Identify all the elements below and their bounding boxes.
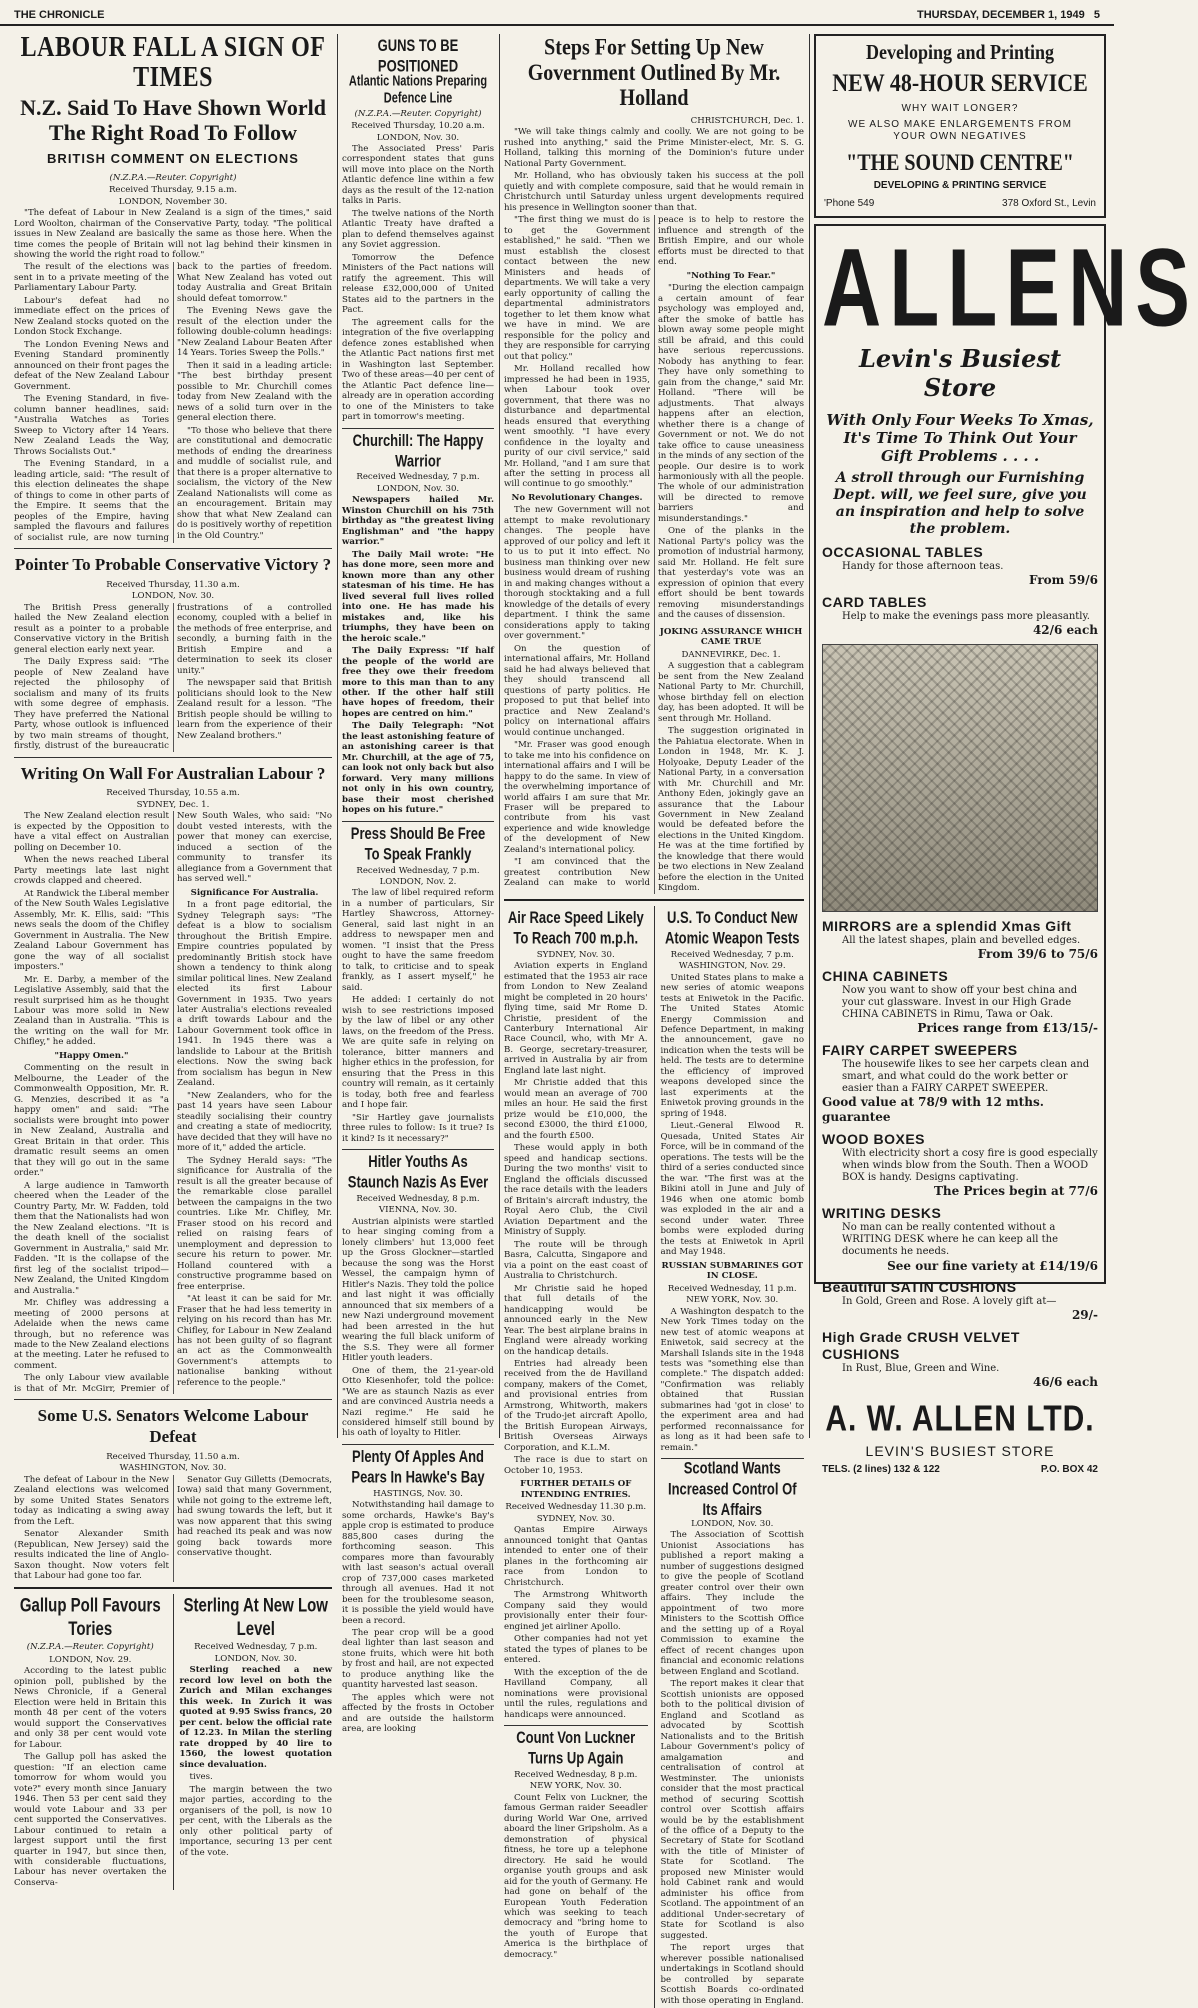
issue-date <box>917 9 1100 21</box>
paragraph: United States plans to make a new series of atomic weapons tests at Eniwetok in the Pacific. The United States Atomic Energy Commission and Defence Department, in making the announcement, gave no indication when the tests will be held. The tests are to determine the efficiency of improved weapons developed since the last experiments at the Eniwetok proving grounds in the spring of 1948. <box>660 972 804 1119</box>
paragraph: The Daily Express: "If half the people of the world are free they owe their freedom more to this man than to any other. If the other half still have hopes of freedom, their hopes are centred on him." <box>342 646 494 719</box>
ad-item <box>822 1329 1098 1390</box>
paragraph: "At least it can be said for Mr. Fraser that he had less temerity in relying on his record than has Mr. Chifley, for Labour in New Zealand has not been guilty of so flagrant an act as the Commonwealth Government's attempts to nationalise banking without reference to the people." <box>177 1294 332 1388</box>
paragraph: One of them, the 21-year-old Otto Kiesenhofer, told the police: "We are as staunch Nazis as ever and are convinced Austria needs a Nazi regime." He said he considered himself still bound by his oath of loyalty to Hitler. <box>342 1365 494 1439</box>
paragraph: The Daily Mail wrote: "He has done more, seen more and known more than any other statesman of his time. He has lived several full lives rolled into one. He has made his mistakes and, like his triumphs, they have been on the heroic scale." <box>342 549 494 644</box>
headline-air-race: Air Race Speed Likely To Reach 700 m.p.h. <box>507 907 644 948</box>
paragraph: Lieut.-General Elwood R. Quesada, United States Air Force, will be in command of the operations. The tests will be the third of a series conducted since the war. "The first was at the Bikini atoll in June and July of 1946 when one atomic bomb was exploded in the air and a second under water. Three bombs were exploded during the tests at Eniwetok in April and May 1948. <box>660 1121 804 1258</box>
paragraph: Notwithstanding hail damage to some orchards, Hawke's Bay's apple crop is estimated to produce 885,800 cases during the forthcoming season. This compares more than favourably with last season's actual overall crop of 737,000 cases marketed through all avenues. Had it not been for the troublesome season, it is possible the yield would have been a record. <box>342 1500 494 1626</box>
story-body <box>504 215 804 894</box>
paragraph: The apples which were not affected by the frosts in October and are outside the hailstorm area, are looking <box>342 1692 494 1735</box>
ad-item <box>822 918 1098 962</box>
inline-subhead: "Happy Omen." <box>54 1050 129 1061</box>
dateline: NEW YORK, Nov. 30. <box>686 1295 779 1306</box>
paragraph: The Daily Express said: "The people of New Zealand have rejected the philosophy of socialism and many of its fruits with some degree of emphasis. They have preferred the National Party, whose outlook is influenced by two main streams of thought, firstly, distrust of the bureaucratic frustrations of a controlled economy, coupled with a belief in the methods of free enterprise, and secondly, a burning faith in the British Empire and a determination to seek its closer unity." <box>14 602 332 752</box>
ad-item-text: All the latest shapes, plain and bevelled edges. <box>842 934 1081 946</box>
dateline: SYDNEY, Nov. 30. <box>536 1513 615 1524</box>
dateline: DANNEVIRKE, Dec. 1. <box>681 649 781 660</box>
column-2 <box>342 34 494 1735</box>
ad-item-head: High Grade CRUSH VELVET CUSHIONS <box>822 1329 1020 1363</box>
paragraph: "During the election campaign a certain amount of fear psychology was employed and, after the smoke of battle has blown away some people might still be afraid, and this could have serious repercussions. Nobody has anything to fear. They have only something to gain from the change," said Mr. Holland. "There will be adjustments. That always happens after an election, whether there is a change of Government or not. We do not take office to cause uneasiness in the minds of any section of the people. Our desire is to work harmoniously with all the people. The whole of our administration will be directed to remove barriers and misunderstandings." <box>658 283 804 524</box>
ad-line: NEW 48-HOUR SERVICE <box>832 67 1088 97</box>
received-time: Received Wednesday, 8 p.m. <box>514 1769 638 1780</box>
headline-joking-assurance: JOKING ASSURANCE WHICH CAME TRUE <box>659 626 803 648</box>
paragraph: Tomorrow the Defence Ministers of the Pact nations will ratify the agreement. This will release £32,000,000 of United States aid to the partners in the Pact. <box>342 252 494 316</box>
paragraph: On the question of international affairs, Mr. Holland said he had always believed that they should transcend all questions of party politics. He proposed to put that belief into practice and New Zealand's policy on international affairs would continue unchanged. <box>504 643 650 738</box>
paragraph: The Sydney Herald says: "The significance for Australia of the result is all the greater because of the remarkable close parallel between the campaigns in the two countries. Like Mr. Chifley, Mr. Fraser stood on his record and relied on raising fears of unemployment and depression to secure his return to power. Mr. Holland countered with a constructive programme based on free enterprise. <box>177 1155 332 1292</box>
paragraph: The margin between the two major parties, according to the organisers of the poll, is now 10 per cent, with the Liberals as the only other political party of importance, securing 13 per cent of the vote. <box>179 1784 332 1858</box>
ad-item-text: In Rust, Blue, Green and Wine. <box>842 1363 1000 1375</box>
paragraph: Entries had already been received from the de Havilland company, makers of the Comet, and provisional entries from Armstrong, Whitworth, makers of the Trudo-jet aircraft Apollo, the British European Airways, British Overseas Airways Corporation, and K.L.M. <box>504 1359 648 1453</box>
ad-item-text: In Gold, Green and Rose. A lovely gift at— <box>842 1296 1057 1308</box>
paragraph: The Gallup poll has asked the question: "If an election came tomorrow for whom would you vote?" every month since January 1946. Then 53 per cent said they would vote Labour and 33 per cent supported the Conservatives. Labour continued to retain a largest support until the first quarter in 1947, but since then, with considerable fluctuations, Labour has never overtaken the Conserva- <box>14 1752 167 1888</box>
paragraph: At Randwick the Liberal member of the New South Wales Legislative Assembly, Mr. K. Ellis, said: "This news seals the doom of the Chifley Government in Australia. The New Zealand Labour Government has gone the way of all socialist imposters." <box>14 888 169 973</box>
paragraph: The report makes it clear that Scottish unionists are opposed both to the political division of England and Scotland as advocated by Scottish Nationalists and to the British Labour Government's policy of amalgamation and centralisation of control at Westminster. The unionists consider that the most practical method of securing Scottish control over Scottish affairs would be by the establishment of the office of a Deputy to the Secretary of State for Scotland with the title of Minister of State for Scotland. The proposed new Minister would hold Cabinet rank and would administer his office from Scotland. The appointment of an additional Under-secretary of State for Scotland is also suggested. <box>660 1679 804 1941</box>
paragraph: A large audience in Tamworth cheered when the Leader of the Country Party, Mr. W. Fadden, told them that the Nationalists had won the New Zealand elections. "It is the death knell of the socialist Government in Australia," said Mr. Fadden. "It is the collapse of the first leg of the socialist tripod—New Zealand, the United Kingdom and Australia." <box>14 1180 169 1296</box>
paragraph: Other companies had not yet stated the types of planes to be entered. <box>504 1634 648 1666</box>
paragraph: The Associated Press' Paris correspondent states that guns will move into place on the North Atlantic defence line within a few days as the result of the 12-nation talks in Paris. <box>342 143 494 207</box>
paragraph: The new Government will not attempt to make revolutionary changes. The people have approved of our policy and left it to us to put it into effect. No business man thinking over new business would dream of rushing in and making changes without a thorough stocktaking and a full knowledge of the details of every department. I think the same considerations apply to taking over government." <box>504 505 650 642</box>
masthead <box>0 0 1114 26</box>
headline-russian-submarines: RUSSIAN SUBMARINES GOT IN CLOSE. <box>661 1260 804 1282</box>
dateline: WASHINGTON, Nov. 30. <box>119 1463 227 1474</box>
dateline: LONDON, November 30. <box>118 196 228 207</box>
ad-item-price: Prices range from £13/15/- <box>917 1021 1098 1036</box>
ad-item-head: WRITING DESKS <box>822 1204 942 1221</box>
ad-address: 378 Oxford St., Levin <box>1002 197 1096 209</box>
paragraph: The Evening News gave the result of the election under the following double-column headings: "New Zealand Labour Beaten After 14 Years. Tories Sweep the Polls." <box>177 306 332 359</box>
ad-contact-row <box>824 198 1096 210</box>
ad-item-price: Good value at 78/9 with 12 mths. guarantee <box>822 1095 1044 1125</box>
dateline: SYDNEY, Nov. 30. <box>536 949 615 960</box>
headline-guns-positioned: GUNS TO BE POSITIONED <box>377 35 459 76</box>
headline-writing-on-wall: Writing On Wall For Australian Labour ? <box>20 763 326 783</box>
paragraph: The report urges that wherever possible nationalised undertakings in Scotland should be controlled by separate Scottish Boards co-ordinated with those operating in England. <box>660 1943 804 2006</box>
paragraph: The suggestion originated in the Pahiatua electorate. When in London in 1948, Mr. K. J. Holyoake, Deputy Leader of the National Party, in a conversation with Mr. Churchill and Mr. Anthony Eden, jokingly gave an assurance that the Labour Government in New Zealand would be defeated before the elections in the United Kingdom. He was at the time fortified by the knowledge that there would be two elections in New Zealand before the election in the United Kingdom. <box>658 726 804 894</box>
received-time: Received Thursday, 10.55 a.m. <box>106 788 240 799</box>
ad-item-text: No man can be really contented without a WRITING DESK where he can keep all the documents he needs. <box>842 1222 1059 1258</box>
headline-intending-entries: FURTHER DETAILS OF INTENDING ENTRIES. <box>520 1479 632 1500</box>
headline-press-free: Press Should Be Free To Speak Frankly <box>350 823 486 864</box>
received-time: Received Wednesday, 7 p.m. <box>356 865 480 876</box>
headline-hitler-youths: Hitler Youths As Staunch Nazis As Ever <box>347 1151 489 1192</box>
dateline: LONDON, Nov. 2. <box>379 877 457 887</box>
received-time: Received Wednesday, 7 p.m. <box>670 949 794 960</box>
paragraph: The Evening Standard, in five-column banner headlines, said: "Australia Watches as Tories Sweep to Victory after 14 Years. New Zealand Leads the Way, Throws Socialists Out." <box>14 394 169 457</box>
headline-new-government: Steps For Setting Up New Government Outlined By Mr. Holland <box>527 35 781 111</box>
paragraph: Then it said in a leading article: "The best birthday present possible to Mr. Churchill comes today from New Zealand with the news of a solid turn over in the general election there. <box>177 360 332 424</box>
ad-line: Developing and Printing <box>865 40 1055 64</box>
paragraph: "Mr. Fraser was good enough to take me into his confidence on international affairs and I will be happy to do the same. In view of the overwhelming importance of world affairs I am sure that Mr. Fraser will be prepared to contribute from his vast experience and wide knowledge of the development of New Zealand's international policy. <box>504 740 650 855</box>
paragraph: The Armstrong Whitworth Company said they would provisionally enter their four-engined jet airliner Apollo. <box>504 1590 648 1632</box>
dateline: LONDON, Nov. 30. <box>131 591 215 602</box>
ad-item-text: The housewife likes to see her carpets clean and smart, and what could do the work better or easier than a FAIRY CARPET SWEEPER. <box>842 1058 1090 1095</box>
headline-us-senators: Some U.S. Senators Welcome Labour Defeat <box>37 1406 309 1447</box>
paragraph: A Washington despatch to the New York Times today on the new test of atomic weapons at Eniwetok, said secrecy at the Marshall Islands site in the 1948 tests was "something else than complete." The dispatch added: "Confirmation was reliably obtained that Russian submarines had 'got in close' to the experiment area and had performed reconnaissance for as long as it had been safe to remain." <box>660 1306 804 1453</box>
allens-tels: TELS. (2 lines) 132 & 122 <box>822 1463 940 1475</box>
paragraph: The twelve nations of the North Atlantic Treaty have drafted a plan to defend themselves against any Soviet aggression. <box>342 208 494 251</box>
ad-item-head: CARD TABLES <box>822 593 927 610</box>
allens-footer-tag: LEVIN'S BUSIEST STORE <box>865 1442 1055 1459</box>
lead-paragraph: "We will take things calmly and coolly. We are not going to be rushed into anything," said the Prime Minister-elect, Mr. S. G. Holland, talking this morning of the Dominion's future under National Party Government. <box>504 127 804 169</box>
headline-labour-fall: LABOUR FALL A SIGN OF TIMES <box>20 31 326 94</box>
allens-tagline: Levin's Busiest Store <box>858 344 1062 403</box>
paragraph: The newspaper said that British politicians should look to the New Zealand result for a lesson. "The British people should be willing to learn from the experience of their New Zealand brothers." <box>177 678 332 741</box>
received-time: Received Wednesday, 8 p.m. <box>356 1193 480 1204</box>
headline-gallup-poll: Gallup Poll Favours Tories <box>19 1594 161 1641</box>
ad-item-head: MIRRORS are a splendid Xmas Gift <box>822 917 1072 934</box>
allens-intro: With Only Four Weeks To Xmas, It's Time To Think Out Your Gift Problems . . . . <box>826 410 1094 466</box>
paragraph: "I am convinced that the greatest contribution New Zealand can make to world peace is to help to restore the influence and strength of the British Empire, and our whole efforts must be directed to that end. <box>504 215 804 889</box>
paragraph: Labour's defeat had no immediate effect on the prices of New Zealand stocks quoted on the London Stock Exchange. <box>14 295 169 338</box>
paragraph: The race is due to start on October 10, 1953. <box>504 1455 648 1476</box>
sterling-story <box>180 1594 333 1891</box>
allens-contact-row <box>822 1464 1098 1476</box>
received-time: Received Thursday, 10.20 a.m. <box>351 121 485 132</box>
subhead-atlantic: Atlantic Nations Preparing Defence Line <box>348 73 488 107</box>
paragraph: Newspapers hailed Mr. Winston Churchill on his 75th birthday as "the greatest living Englishman" and "the happy warrior." <box>342 495 494 548</box>
headline-von-luckner: Count Von Luckner Turns Up Again <box>516 1727 636 1768</box>
paragraph: He added: I certainly do not wish to see restrictions imposed by the law of libel or any other laws, on the freedom of the Press. We are quite safe in relying on tolerance, bitter manners and higher ethics in the profession, for ensuring that the Press in this country will remain, as it certainly is today, both free and fearless and I hope fair. <box>342 995 494 1111</box>
headline-pointer-conservative: Pointer To Probable Conservative Victory ? <box>14 555 332 575</box>
ad-item-price: From 39/6 to 75/6 <box>977 946 1098 961</box>
paragraph: The Association of Scottish Unionist Associations has published a report making a number of suggestions designed to give the people of Scotland greater control over their own affairs. They include the appointment of two more Ministers to the Scottish Office and the setting up of a Royal Commission to examine the effect of recent changes upon financial and economic relations between England and Scotland. <box>660 1530 804 1677</box>
carpet-illustration <box>822 644 1098 912</box>
inline-subhead: Significance For Australia. <box>190 887 319 898</box>
credit-line: (N.Z.P.A.—Reuter. Copyright) <box>26 1642 154 1653</box>
paragraph: "To those who believe that there are constitutional and democratic methods of ending the dreariness and muddle of socialist rule, and that there is a proper alternative to socialism, the victory of the New Zealand Nationalists will come as an encouragement. Britain may show that what New Zealand can do is positively worthy of repetition in the Old Country." <box>177 425 332 541</box>
dateline: LONDON, Nov. 30. <box>376 132 460 143</box>
column-1 <box>14 31 332 1888</box>
ad-item-price: 42/6 each <box>1032 623 1098 637</box>
paragraph: The only Labour view available is that of Mr. McGirr, Premier of New South Wales, who said: "No doubt vested interests, with the power that money can exercise, induced a section of the community to transfer its allegiance from a Government that has served well." <box>14 811 332 1394</box>
paragraph: The route will be through Basra, Calcutta, Singapore and via a point on the east coast of Australia to Christchurch. <box>504 1239 648 1282</box>
paragraph: The London Evening News and Evening Standard prominently announced on their front pages the defeat of the New Zealand Labour Government. <box>14 339 169 392</box>
credit-line: (N.Z.P.A.—Reuter. Copyright) <box>354 108 482 119</box>
paragraph: Mr. Holland recalled how impressed he had been in 1935, when Labour took over government, that there was no disturbance and departmental heads ensured that everything went smoothly. "I have every confidence in the loyalty and purity of our civil service," said Mr. Holland, "and I am sure that after the setting in process all will continue to go smoothly." <box>504 364 650 490</box>
dateline: NEW YORK, Nov. 30. <box>529 1781 622 1792</box>
story-body <box>14 603 332 752</box>
atomic-story <box>661 906 805 2008</box>
gallup-story <box>14 1594 167 1891</box>
ad-line: DEVELOPING & PRINTING SERVICE <box>873 179 1047 191</box>
received-time: Received Wednesday 11.30 p.m. <box>505 1502 647 1513</box>
ad-item <box>822 1205 1098 1273</box>
ad-item-price: The Prices begin at 77/6 <box>933 1184 1098 1199</box>
paragraph: The Daily Telegraph: "Not the least astonishing feature of an astonishing career is that Mr. Churchill, at the age of 75, can look not only back but also forward. Very many millions not only in his own country, base their most cherished hopes on his future." <box>342 721 494 816</box>
ad-item <box>822 544 1098 588</box>
ad-item-price: From 59/6 <box>1029 573 1098 588</box>
paragraph: Senator Alexander Smith (Republican, New Jersey) said the results indicated the line of Anglo-Saxon thought. Now voters felt that Labour had gone too far. <box>14 1529 169 1582</box>
ad-item-text: Handy for those afternoon teas. <box>842 560 1004 572</box>
headline-churchill: Churchill: The Happy Warrior <box>352 429 484 470</box>
credit-line: (N.Z.P.A.—Reuter. Copyright) <box>109 172 237 183</box>
ad-item-head: CHINA CABINETS <box>822 967 949 984</box>
subheadline-nz-right-road: N.Z. Said To Have Shown World The Right Road To Follow <box>20 95 326 145</box>
kicker-british-comment: BRITISH COMMENT ON ELECTIONS <box>47 150 299 166</box>
ad-item-text: Now you want to show off your best china and your cut glassware. Invest in our High Grade CHINA CABINETS in Rimu, Tawa or Oak. <box>842 984 1078 1020</box>
ad-item-price: See our fine variety at £14/19/6 <box>887 1258 1098 1273</box>
ad-item-price: 29/- <box>1071 1308 1098 1323</box>
paragraph: Commenting on the result in Melbourne, the Leader of the Commonwealth Opposition, Mr. R. G. Menzies, described it as "a happy omen" and said: "The socialists were brought into power in New Zealand, Australia and Great Britain in that order. This dramatic result seems an omen that they will go out in the same order." <box>14 1063 169 1179</box>
paragraph: The defeat of Labour in the New Zealand elections was welcomed by some United States Senators today as indicating a swing away from the Left. <box>14 1474 169 1527</box>
paragraph: One of the planks in the National Party's policy was the promotion of industrial harmony, said Mr. Holland. He felt sure that yesterday's vote was an expression of opinion that every effort should be bent towards removing misunderstandings and the causes of dissension. <box>658 526 804 621</box>
issue-date-text: THURSDAY, DECEMBER 1, 1949 <box>917 9 1085 21</box>
received-time: Received Thursday, 9.15 a.m. <box>108 185 238 196</box>
paragraph: Mr Christie said he hoped that full details of the handicapping would be announced early in the New Year. The best airplane brains in England were already working on the handicap details. <box>504 1283 648 1357</box>
received-time: Received Thursday, 11.30 a.m. <box>106 579 240 590</box>
paragraph: Aviation experts in England estimated that the 1953 air race from London to New Zealand might be completed in 20 hours' flying time, said Mr Rome D. Christie, president of the Canterbury International Air Race Council, who, with Mr A. B. George, secretary-treasurer, arrived in Australia by air from England late last night. <box>504 961 648 1076</box>
story-body <box>14 1475 332 1582</box>
ad-item <box>822 1279 1098 1323</box>
paragraph: Mr. Holland, who has obviously taken his success at the poll quietly and with complete composure, said that he would remain in Christchurch until Saturday unless urgent developments required his presence in Wellington sooner than that. <box>504 171 804 213</box>
paragraph: In a front page editorial, the Sydney Telegraph says: "The defeat is a blow to socialism throughout the British Empire. Empire countries populated by predominantly British stock have shown a tendency to think along similar political lines. New Zealand elected its first Labour Government in 1935. Two years later Australia's elections revealed a drift towards Labour and the Labour Government took office in 1941. In 1945 there was a landslide to Labour at the British elections. Now the swing back from socialism has begun in New Zealand. <box>177 900 332 1089</box>
allens-logo: ALLENS <box>822 227 1198 350</box>
ad-column <box>814 34 1198 1475</box>
dateline: LONDON, Nov. 30. <box>691 1518 774 1529</box>
allens-box: P.O. BOX 42 <box>1040 1463 1098 1475</box>
paragraph: The Evening Standard, in a leading article, said: "The result of this election delineates the shape of things to come in other parts of the Empire. It seems that the peoples of the Empire, having sampled the flavours and failures of socialist rule, are now turning back to the parties of freedom. What New Zealand has voted out today Australia and Great Britain should defeat tomorrow." <box>14 262 332 543</box>
ad-item <box>822 594 1098 638</box>
paragraph: Qantas Empire Airways announced tonight that Qantas intended to enter one of their planes in the forthcoming air race from London to Christchurch. <box>504 1525 648 1588</box>
dateline: LONDON, Nov. 30. <box>214 1653 297 1664</box>
bottom-row <box>14 1594 332 1891</box>
allens-ad <box>814 224 1198 1475</box>
ad-item <box>822 1042 1098 1125</box>
received-time: Received Wednesday, 7 p.m. <box>194 1642 318 1653</box>
allens-footer-name: A. W. ALLEN LTD. <box>825 1399 1095 1440</box>
paragraph: The New Zealand election result is expected by the Opposition to have a vital effect on Australian polling on December 10. <box>14 811 169 853</box>
dateline: LONDON, Nov. 29. <box>49 1654 132 1665</box>
paragraph: Mr. Chifley was addressing a meeting of 2000 persons at Adelaide when the news came through, but no reference was made to the New Zealand elections at the meeting. Later he refused to comment. <box>14 1298 169 1371</box>
story-body <box>14 811 332 1394</box>
ad-item-head: OCCASIONAL TABLES <box>822 543 984 560</box>
column-3 <box>504 34 804 2006</box>
allens-intro: A stroll through our Furnishing Dept. will, we feel sure, give you an inspiration and help to solve the problem. <box>833 469 1087 537</box>
received-time: Received Thursday, 11.50 a.m. <box>106 1451 240 1462</box>
ad-item-head: Beautiful SATIN CUSHIONS <box>822 1279 1017 1296</box>
ad-item <box>822 1131 1098 1199</box>
paragraph: Count Felix von Luckner, the famous German raider Seeadler during World War One, arrived aboard the liner Gripsholm. As a demonstration of physical fitness, he tore up a telephone directory. He said he would organise youth groups and ask aid for the youth of Germany. He had gone on behalf of the European Youth Federation which was seeking to teach democracy and "bring home to the youth of Europe that America is the birthplace of democracy." <box>504 1792 648 1960</box>
sound-centre-ad <box>814 34 1106 218</box>
inline-subhead: No Revolutionary Changes. <box>511 492 643 503</box>
ad-line: "THE SOUND CENTRE" <box>846 150 1074 176</box>
ad-item-price: 46/6 each <box>1032 1375 1098 1390</box>
paragraph: The agreement calls for the integration of the five overlapping defence zones established when the Atlantic Pact nations first met in Washington last September. Two of these areas—40 per cent of the Atlantic Pact defence line—already are in operation according to one of the Ministers to take part in tomorrow's meeting. <box>342 317 494 423</box>
ad-line: WHY WAIT LONGER? <box>901 102 1019 114</box>
headline-sterling: Sterling At New Low Level <box>183 1594 328 1641</box>
ad-item-text: Help to make the evenings pass more pleasantly. <box>842 610 1090 622</box>
paragraph: The law of libel required reform in a number of particulars, Sir Hartley Shawcross, Attorney-General, said last night in an address to newspaper men and women. "I insist that the Press ought to have the same freedom to talk, to criticise and to speak frankly, as I assert myself," he said. <box>342 888 494 993</box>
paragraph: These would apply in both speed and handicap sections. During the two months' visit to England the officials discussed the race details with the leaders of Britain's aircraft industry, the Royal Aero Club, the Civil Aviation Department and the Ministry of Supply. <box>504 1143 648 1238</box>
page-number: 5 <box>1093 9 1100 21</box>
ad-item-head: FAIRY CARPET SWEEPERS <box>822 1041 1018 1058</box>
paragraph: A suggestion that a cablegram be sent from the New Zealand National Party to Mr. Churchill, whose birthday fell on election day, has been adopted. It will be sent through Mr. Holland. <box>658 661 804 724</box>
paragraph: Senator Guy Gilletts (Democrats, Iowa) said that many Government, while not going to the extreme left, had swung towards the left, but it was now apparent that this swing had reached its peak and was now going back towards more conservative thought. <box>177 1474 332 1559</box>
dateline: CHRISTCHURCH, Dec. 1. <box>690 116 804 126</box>
paragraph: "The first thing we must do is to get the Government established," he said. "Then we must establish the closest contact between the new Ministers and heads of departments. We will take a very early opportunity of calling the departmental administrators together to let them know what we have in mind. We are responsible for the policy and they are responsible for carrying out that policy." <box>504 215 650 362</box>
lead-paragraph: "The defeat of Labour in New Zealand is a sign of the times," said Lord Woolton, chairman of the Conservative Party, today. "The political issues in New Zealand are basically the same as those here. When the time comes the people of Britain will not lag behind their kinsmen in showing the world the right road to follow." <box>14 208 332 260</box>
dateline: WASHINGTON, Nov. 29. <box>678 961 786 972</box>
inline-subhead: "Nothing To Fear." <box>686 270 776 281</box>
headline-apples-pears: Plenty Of Apples And Pears In Hawke's Bay <box>351 1446 485 1487</box>
paragraph: Mr. E. Darby, a member of the Legislative Assembly, said that the result surprised him as he thought Labour was more solid in New Zealand than in Australia. "This is the writing on the wall for Mr. Chifley," he added. <box>14 974 169 1048</box>
paragraph: Austrian alpinists were startled to hear singing coming from a lonely climbers' hut 13,000 feet up the Gross Glockner—startled because the song was the Horst Wessel, the campaign hymn of Hitler's Nazis. They told the police and last night it was officially announced that six members of a new Nazi underground movement had been arrested in the hut wearing the full black uniform of the S.S. They were all former Hitler youth leaders. <box>342 1216 494 1364</box>
dateline: HASTINGS, Nov. 30. <box>373 1488 463 1499</box>
ad-item-text: With electricity short a cosy fire is good especially when winds blow from the South. Then a WOOD BOX is handy. Designs captivating. <box>842 1147 1098 1184</box>
paragraph: With the exception of the de Havilland Company, all nominations were provisional until the rules, regulations and handicaps were announced. <box>504 1667 648 1720</box>
story-body <box>14 262 332 543</box>
ad-item <box>822 968 1098 1036</box>
bottom-row <box>504 906 804 2008</box>
paragraph: According to the latest public opinion poll, published by the News Chronicle, if a General Election were held in Britain this month 48 per cent of the voters would support the Conservatives and only 38 per cent would vote for Labour. <box>14 1666 167 1750</box>
received-time: Received Wednesday, 7 p.m. <box>356 472 480 483</box>
paragraph: Mr Christie added that this would mean an average of 700 miles an hour. He said the first prize would be £10,000, the second £3000, the third £1000, and the fourth £500. <box>504 1078 648 1141</box>
ad-phone: 'Phone 549 <box>824 197 875 209</box>
dateline: VIENNA, Nov. 30. <box>378 1205 458 1216</box>
paragraph: "Sir Hartley gave journalists three rules to follow: Is it true? Is it kind? Is it necessary?" <box>342 1112 494 1144</box>
paragraph: The British Press generally hailed the New Zealand election result as a pointer to a probable Conservative victory in the British general election early next year. <box>14 602 169 655</box>
dateline: SYDNEY, Dec. 1. <box>136 799 210 810</box>
dateline: LONDON, Nov. 30. <box>376 483 460 494</box>
headline-scotland: Scotland Wants Increased Control Of Its Affairs <box>667 1458 797 1519</box>
headline-atomic-tests: U.S. To Conduct New Atomic Weapon Tests <box>664 907 800 948</box>
paragraph: "New Zealanders, who for the past 14 years have seen Labour steadily socialising their country and creating a state of mediocrity, have decided that they will have no more of it," added the article. <box>177 1090 332 1154</box>
paragraph: The pear crop will be a good deal lighter than last season and stone fruits, which were hit both by frost and hail, are not expected to produce anything like the quantity harvested last season. <box>342 1627 494 1691</box>
air-race-story <box>504 906 648 2008</box>
ad-item-head: WOOD BOXES <box>822 1130 926 1147</box>
paragraph: Sterling reached a new record low level on both the Zurich and Milan exchanges this week. In Zurich it was quoted at 9.95 Swiss francs, 20 per cent. below the official rate of 12.23. In Milan the sterling rate dropped by 40 lire to 1560, the lowest quotation since devaluation. <box>179 1665 332 1770</box>
paper-name: THE CHRONICLE <box>14 9 105 21</box>
ad-line: WE ALSO MAKE ENLARGEMENTS FROM YOUR OWN NEGATIVES <box>848 118 1072 143</box>
paragraph: The result of the elections was sent in to a private meeting of the Parliamentary Labour Party. <box>14 262 169 294</box>
paragraph: tives. <box>189 1772 213 1783</box>
received-time: Received Wednesday, 11 p.m. <box>667 1283 797 1294</box>
paragraph: When the news reached Liberal Party meetings late last night crowds clapped and cheered. <box>14 855 169 887</box>
